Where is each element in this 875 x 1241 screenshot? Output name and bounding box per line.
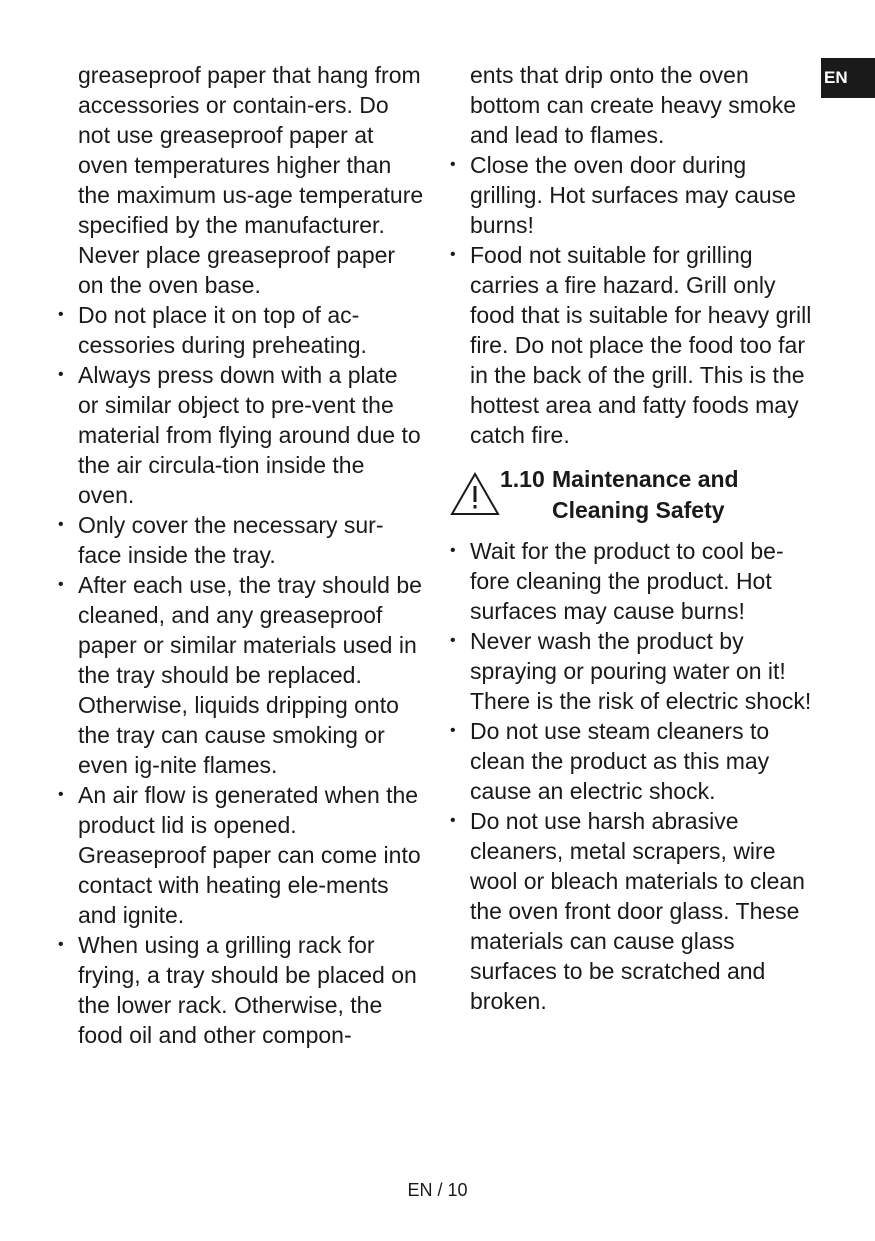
warning-triangle-icon — [450, 472, 500, 516]
list-item — [448, 536, 820, 626]
bullet-icon: • — [450, 156, 456, 173]
left-column — [56, 60, 424, 1050]
list-item — [56, 300, 424, 360]
list-item-text: Do not use steam cleaners to clean the product as this may cause an electric shock. — [470, 718, 770, 804]
bullet-icon: • — [450, 246, 456, 263]
bullet-icon: • — [58, 786, 64, 803]
section-number: 1.10 — [500, 466, 545, 492]
list-item-text: Never wash the product by spraying or pouring water on it! There is the risk of electric shock! — [470, 628, 812, 714]
bullet-icon: • — [58, 366, 64, 383]
bullet-icon: • — [450, 812, 456, 829]
list-item-text: Wait for the product to cool be-fore cleaning the product. Hot surfaces may cause burns! — [470, 538, 784, 624]
list-item — [448, 240, 820, 450]
continued-paragraph: greaseproof paper that hang from accessories or contain-ers. Do not use greaseproof paper at oven temperatures higher than the maximum us-age temperature specified by the manufacturer. Never place greaseproof paper on the oven base. — [78, 62, 424, 298]
list-item-text: Do not place it on top of ac-cessories during preheating. — [78, 302, 367, 358]
list-item — [448, 626, 820, 716]
list-item — [56, 360, 424, 510]
bullet-icon: • — [450, 722, 456, 739]
bullet-icon: • — [450, 542, 456, 559]
continued-paragraph: ents that drip onto the oven bottom can create heavy smoke and lead to flames. — [470, 62, 796, 148]
safety-list-cleaning — [448, 536, 820, 1016]
section-title: Maintenance and Cleaning Safety — [552, 466, 739, 523]
safety-list-grilling — [448, 150, 820, 450]
list-item-text: Food not suitable for grilling carries a fire hazard. Grill only food that is suitable for heavy grill fire. Do not place the food too far in the back of the grill. This is the hottest area and fatty foods may catch fire. — [470, 242, 812, 448]
language-tab: EN — [821, 58, 875, 98]
bullet-icon: • — [58, 936, 64, 953]
list-item-text: Close the oven door during grilling. Hot surfaces may cause burns! — [470, 152, 796, 238]
list-item — [56, 780, 424, 930]
page-number: EN / 10 — [407, 1180, 468, 1200]
list-item — [448, 150, 820, 240]
bullet-icon: • — [58, 576, 64, 593]
right-column — [448, 60, 820, 1016]
safety-list-left — [56, 300, 424, 1050]
bullet-icon: • — [58, 306, 64, 323]
bullet-icon: • — [450, 632, 456, 649]
list-item-text: An air flow is generated when the product lid is opened. Greaseproof paper can come into contact with heating ele-ments and ignite. — [78, 782, 421, 928]
list-item — [56, 570, 424, 780]
list-item-text: After each use, the tray should be cleaned, and any greaseproof paper or similar materials used in the tray should be replaced. Otherwise, liquids dripping onto the tray can cause smoking or even ig-nite flames. — [78, 572, 422, 778]
list-item — [56, 510, 424, 570]
list-item — [448, 806, 820, 1016]
section-heading — [448, 464, 820, 526]
list-item-text: Only cover the necessary sur-face inside the tray. — [78, 512, 384, 568]
list-item-text: Do not use harsh abrasive cleaners, metal scrapers, wire wool or bleach materials to clean the oven front door glass. These materials can cause glass surfaces to be scratched and broken. — [470, 808, 805, 1014]
list-item-text: When using a grilling rack for frying, a tray should be placed on the lower rack. Otherwise, the food oil and other compon- — [78, 932, 417, 1048]
list-item — [448, 716, 820, 806]
list-item — [56, 930, 424, 1050]
list-item-text: Always press down with a plate or similar object to pre-vent the material from flying around due to the air circula-tion inside the oven. — [78, 362, 421, 508]
bullet-icon: • — [58, 516, 64, 533]
